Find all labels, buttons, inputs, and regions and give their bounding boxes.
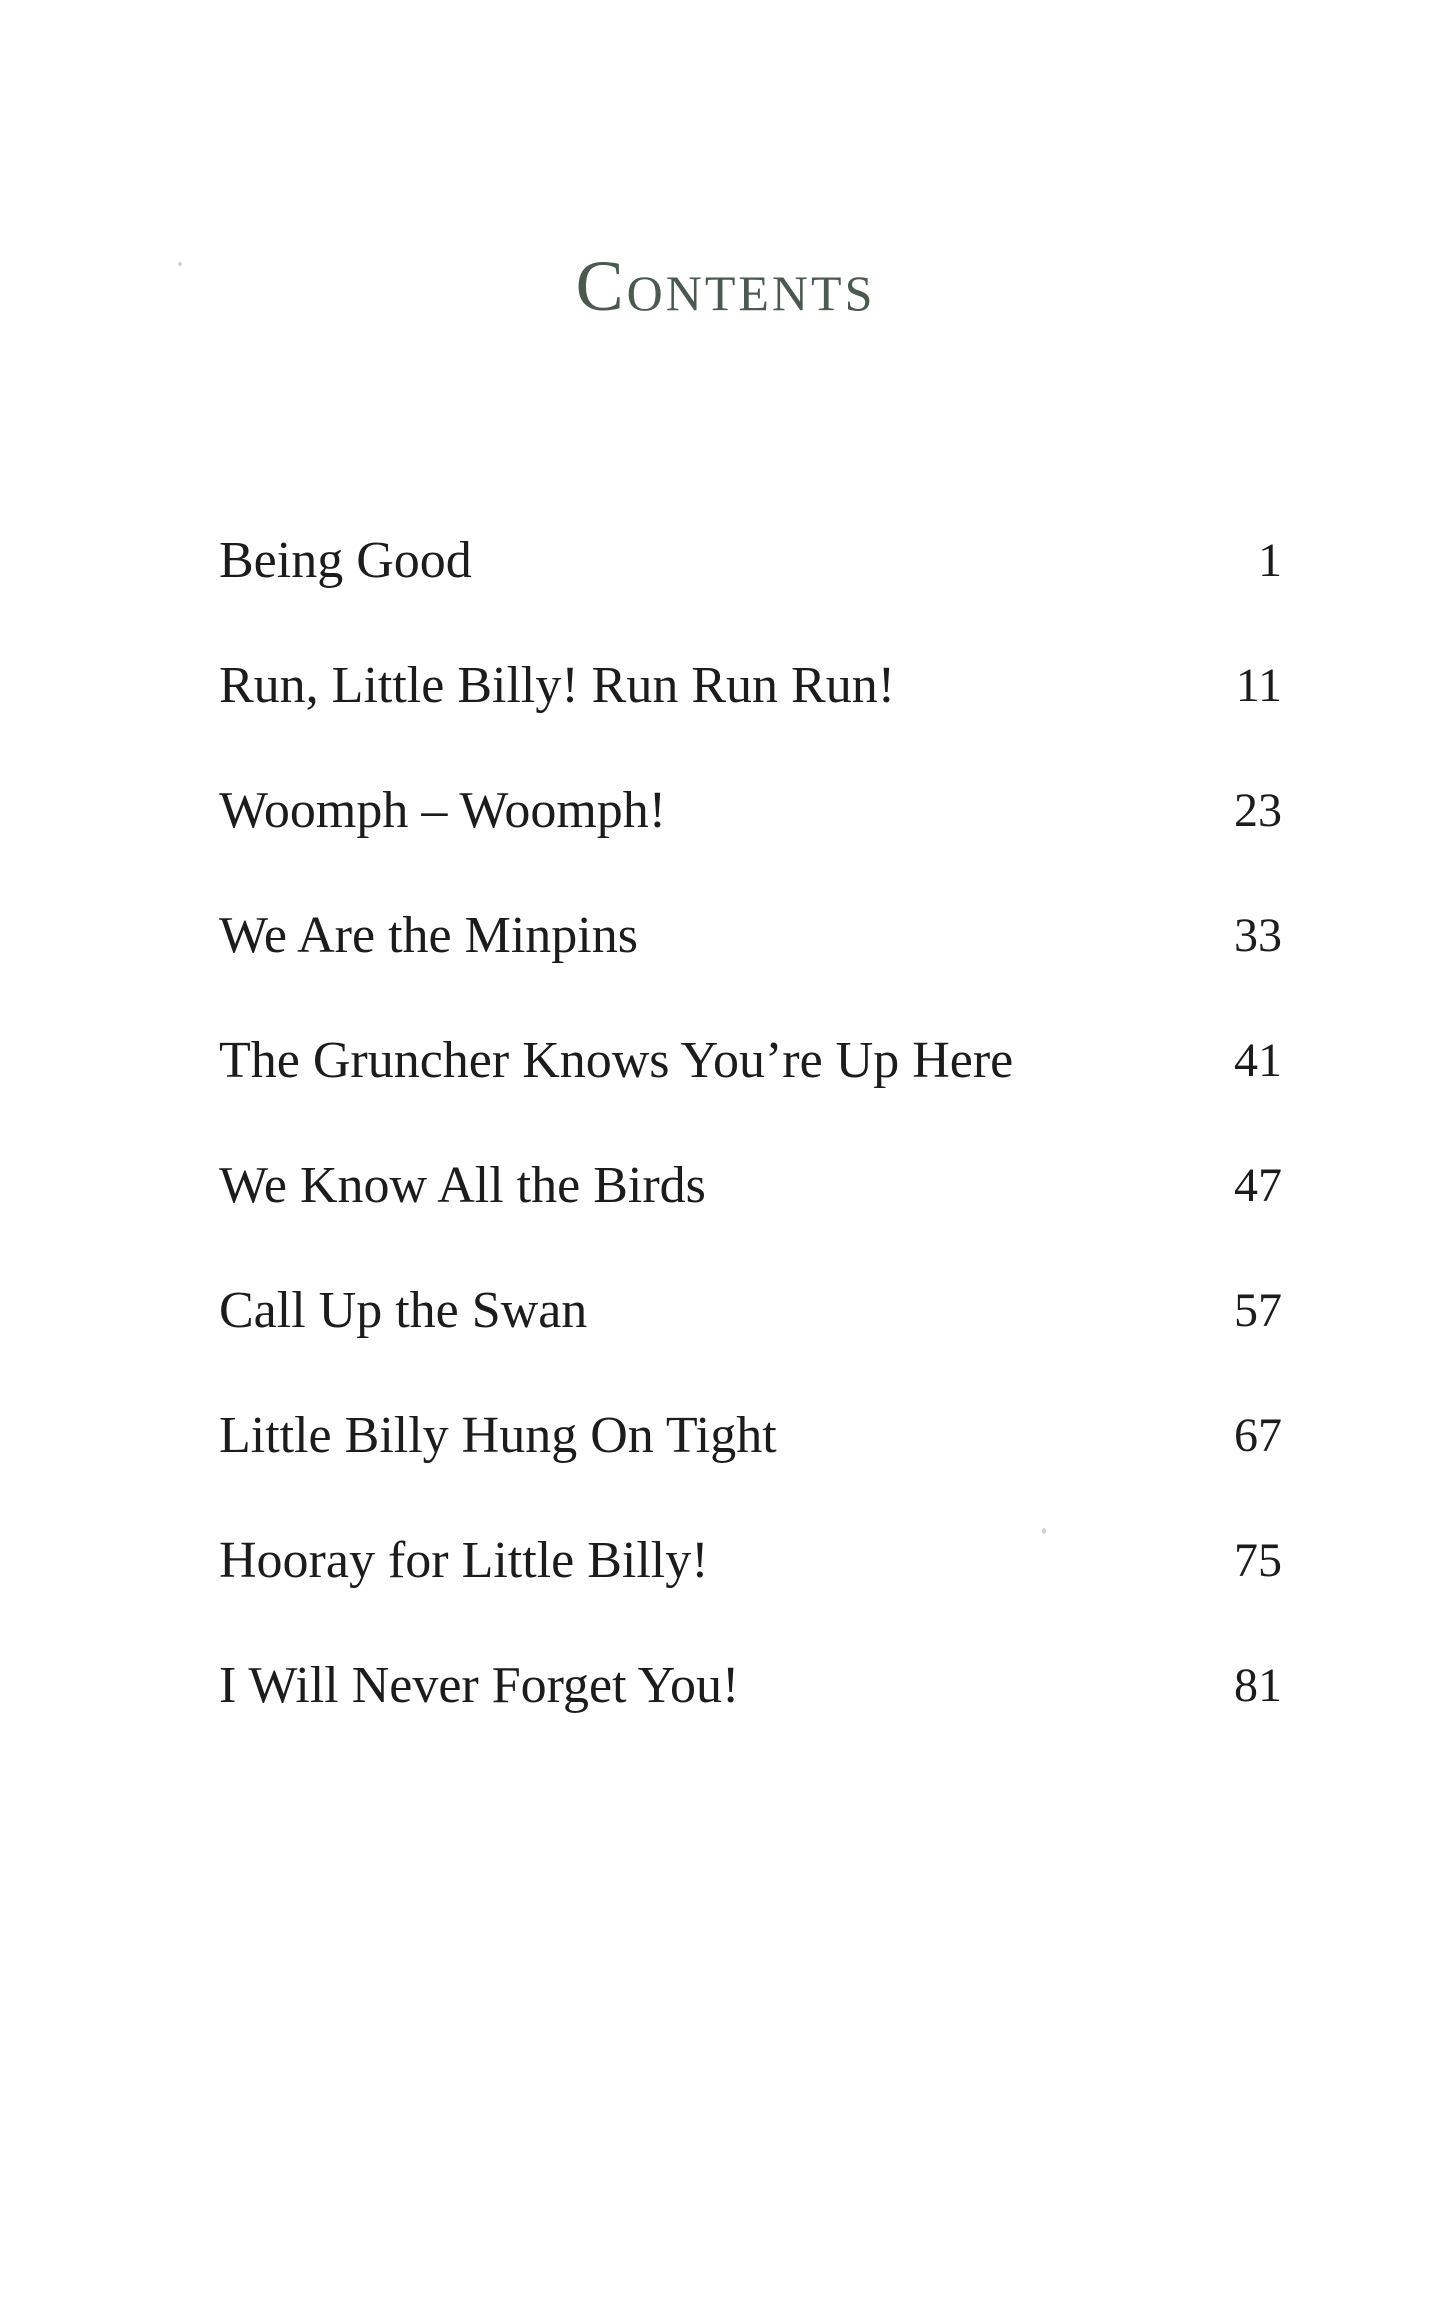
toc-entry-page: 67 xyxy=(1234,1409,1282,1462)
toc-entry-title: We Are the Minpins xyxy=(219,907,638,964)
toc-entry[interactable] xyxy=(219,1280,1282,1405)
toc-entry-title: Being Good xyxy=(219,532,472,589)
toc-entry-title: I Will Never Forget You! xyxy=(219,1657,740,1714)
toc-entry[interactable] xyxy=(219,780,1282,905)
toc-entry-title: Woomph – Woomph! xyxy=(219,782,667,839)
toc-entry-title: Hooray for Little Billy! xyxy=(219,1532,709,1589)
toc-entry[interactable] xyxy=(219,1655,1282,1780)
toc-entry-title: We Know All the Birds xyxy=(219,1157,706,1214)
toc-entry[interactable] xyxy=(219,1030,1282,1155)
toc-entry-title: The Gruncher Knows You’re Up Here xyxy=(219,1032,1014,1089)
toc-entry-title: Call Up the Swan xyxy=(219,1282,588,1339)
page-title: Contents xyxy=(575,246,876,326)
toc-entry-page: 11 xyxy=(1235,659,1282,712)
toc-entry-page: 57 xyxy=(1234,1284,1282,1337)
toc-entry[interactable] xyxy=(219,1530,1282,1655)
toc-entry-title: Run, Little Billy! Run Run Run! xyxy=(219,657,896,714)
toc-entry-page: 41 xyxy=(1234,1034,1282,1087)
toc-entry-page: 81 xyxy=(1234,1659,1282,1712)
toc-entry-title: Little Billy Hung On Tight xyxy=(219,1407,777,1464)
toc-entry-page: 47 xyxy=(1234,1159,1282,1212)
toc-entry[interactable] xyxy=(219,1405,1282,1530)
toc-entry-page: 1 xyxy=(1258,534,1282,587)
table-of-contents xyxy=(219,530,1282,1780)
toc-entry-page: 33 xyxy=(1234,909,1282,962)
toc-entry[interactable] xyxy=(219,530,1282,655)
toc-entry-page: 23 xyxy=(1234,784,1282,837)
toc-entry[interactable] xyxy=(219,655,1282,780)
toc-entry[interactable] xyxy=(219,1155,1282,1280)
toc-entry-page: 75 xyxy=(1234,1534,1282,1587)
toc-entry[interactable] xyxy=(219,905,1282,1030)
